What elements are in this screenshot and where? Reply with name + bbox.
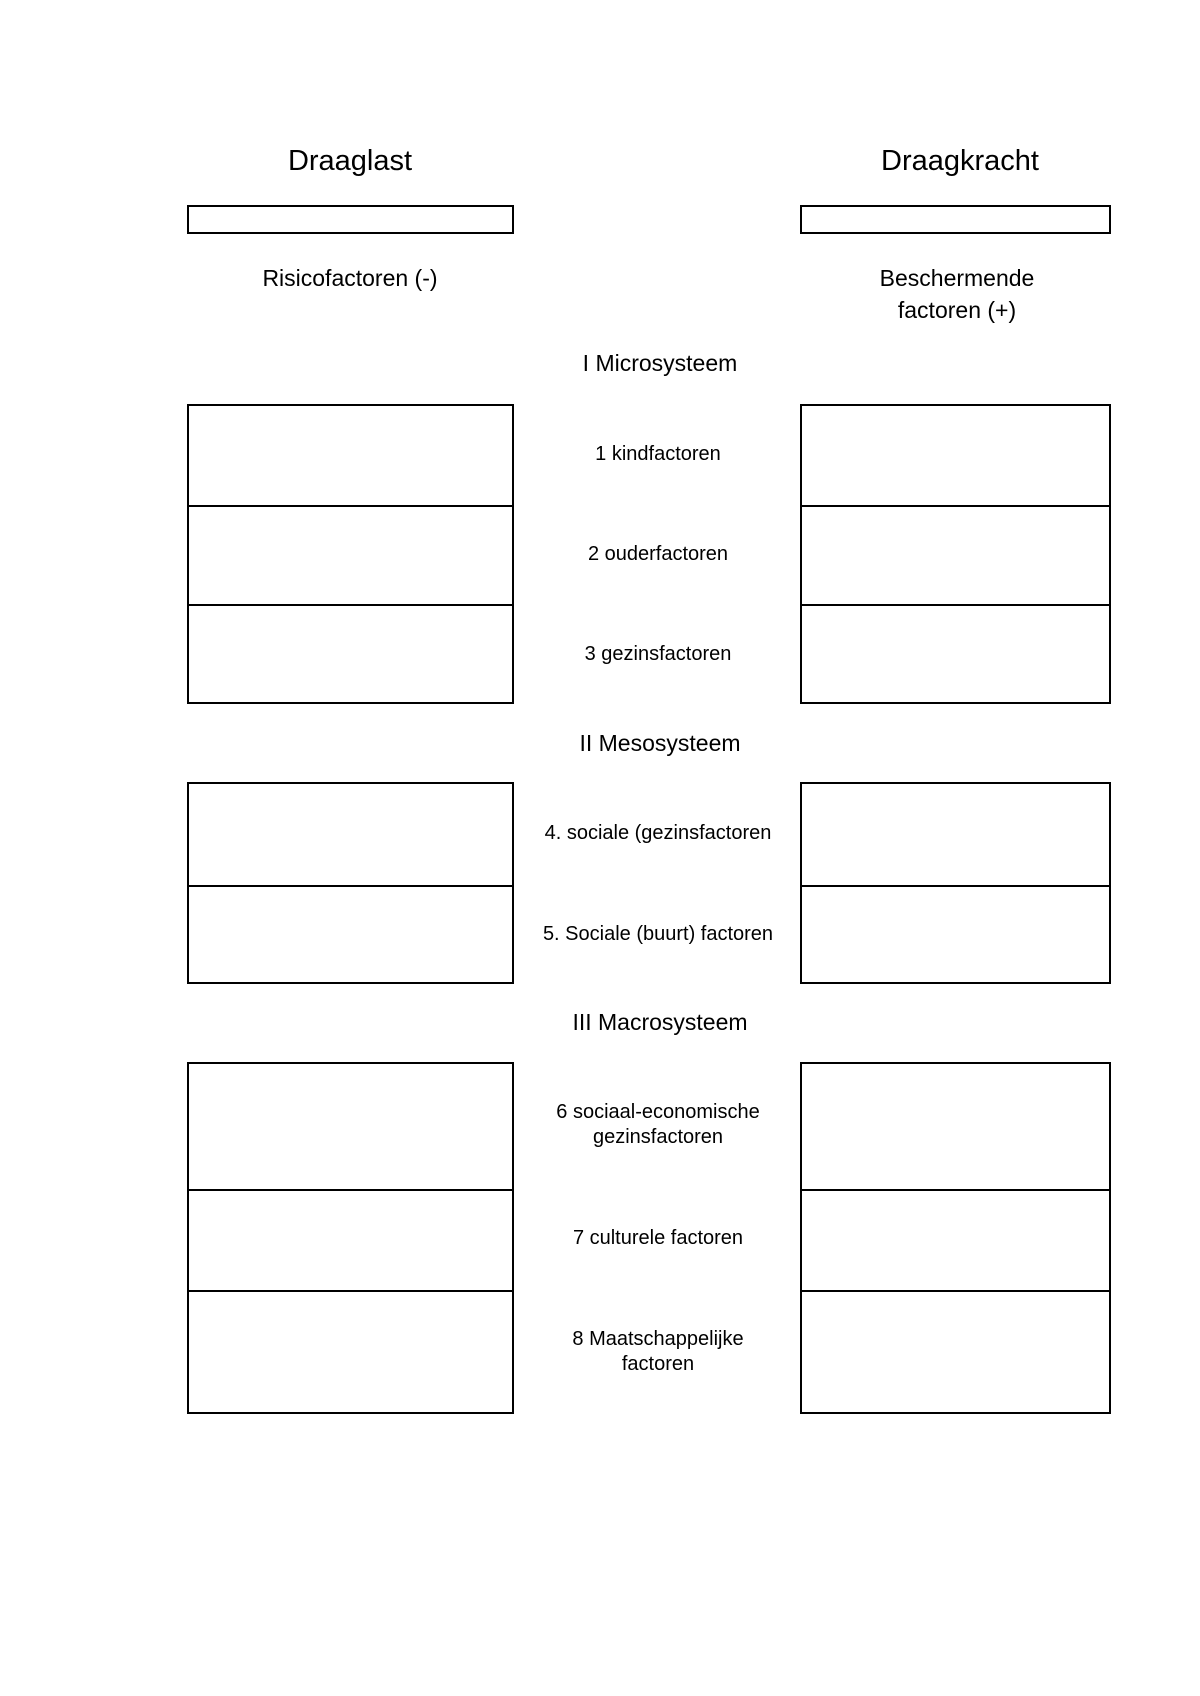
row-maatschappelijke-line2: factoren — [621, 1352, 695, 1375]
row-culturele-factoren: 7 culturele factoren — [572, 1227, 744, 1249]
risicofactoren-label: Risicofactoren (-) — [262, 265, 438, 291]
macro-left-cell-1[interactable] — [189, 1064, 512, 1189]
micro-right-cell-2[interactable] — [802, 505, 1109, 604]
macro-left-cell-3[interactable] — [189, 1290, 512, 1412]
section-microsysteem-title: I Microsysteem — [582, 350, 738, 376]
draaglast-input-bar[interactable] — [187, 205, 514, 234]
macro-right-column — [800, 1062, 1111, 1414]
draagkracht-heading: Draagkracht — [881, 145, 1039, 177]
row-sociaal-economische — [518, 1062, 798, 1188]
micro-left-cell-1[interactable] — [189, 406, 512, 505]
macro-right-cell-3[interactable] — [802, 1290, 1109, 1412]
row-sociaal-economische-line2: gezinsfactoren — [592, 1126, 724, 1148]
row-gezinsfactoren: 3 gezinsfactoren — [584, 642, 732, 665]
micro-left-column — [187, 404, 514, 704]
meso-right-column — [800, 782, 1111, 984]
beschermende-factoren-label — [787, 262, 1127, 326]
micro-right-column — [800, 404, 1111, 704]
section-mesosysteem-title: II Mesosysteem — [579, 730, 741, 756]
macro-right-cell-2[interactable] — [802, 1189, 1109, 1290]
row-sociale-gezinsfactoren: 4. sociale (gezinsfactoren — [544, 821, 772, 844]
row-sociale-buurt-factoren: 5. Sociale (buurt) factoren — [542, 922, 774, 945]
micro-left-cell-2[interactable] — [189, 505, 512, 604]
beschermende-line1: Beschermende — [879, 265, 1035, 291]
macro-right-cell-1[interactable] — [802, 1064, 1109, 1189]
draagkracht-input-bar[interactable] — [800, 205, 1111, 234]
macro-left-column — [187, 1062, 514, 1414]
meso-right-cell-1[interactable] — [802, 784, 1109, 885]
beschermende-line2: factoren (+) — [897, 297, 1017, 323]
row-ouderfactoren: 2 ouderfactoren — [587, 542, 729, 565]
section-macrosysteem-title: III Macrosysteem — [572, 1009, 748, 1035]
meso-right-cell-2[interactable] — [802, 885, 1109, 982]
micro-left-cell-3[interactable] — [189, 604, 512, 702]
row-sociaal-economische-line1: 6 sociaal-economische — [556, 1101, 760, 1123]
row-maatschappelijke — [518, 1289, 798, 1414]
draaglast-heading: Draaglast — [287, 145, 413, 177]
micro-right-cell-3[interactable] — [802, 604, 1109, 702]
meso-left-cell-2[interactable] — [189, 885, 512, 982]
row-kindfactoren: 1 kindfactoren — [595, 442, 721, 465]
meso-left-cell-1[interactable] — [189, 784, 512, 885]
macro-left-cell-2[interactable] — [189, 1189, 512, 1290]
meso-left-column — [187, 782, 514, 984]
row-maatschappelijke-line1: 8 Maatschappelijke — [572, 1327, 744, 1350]
micro-right-cell-1[interactable] — [802, 406, 1109, 505]
